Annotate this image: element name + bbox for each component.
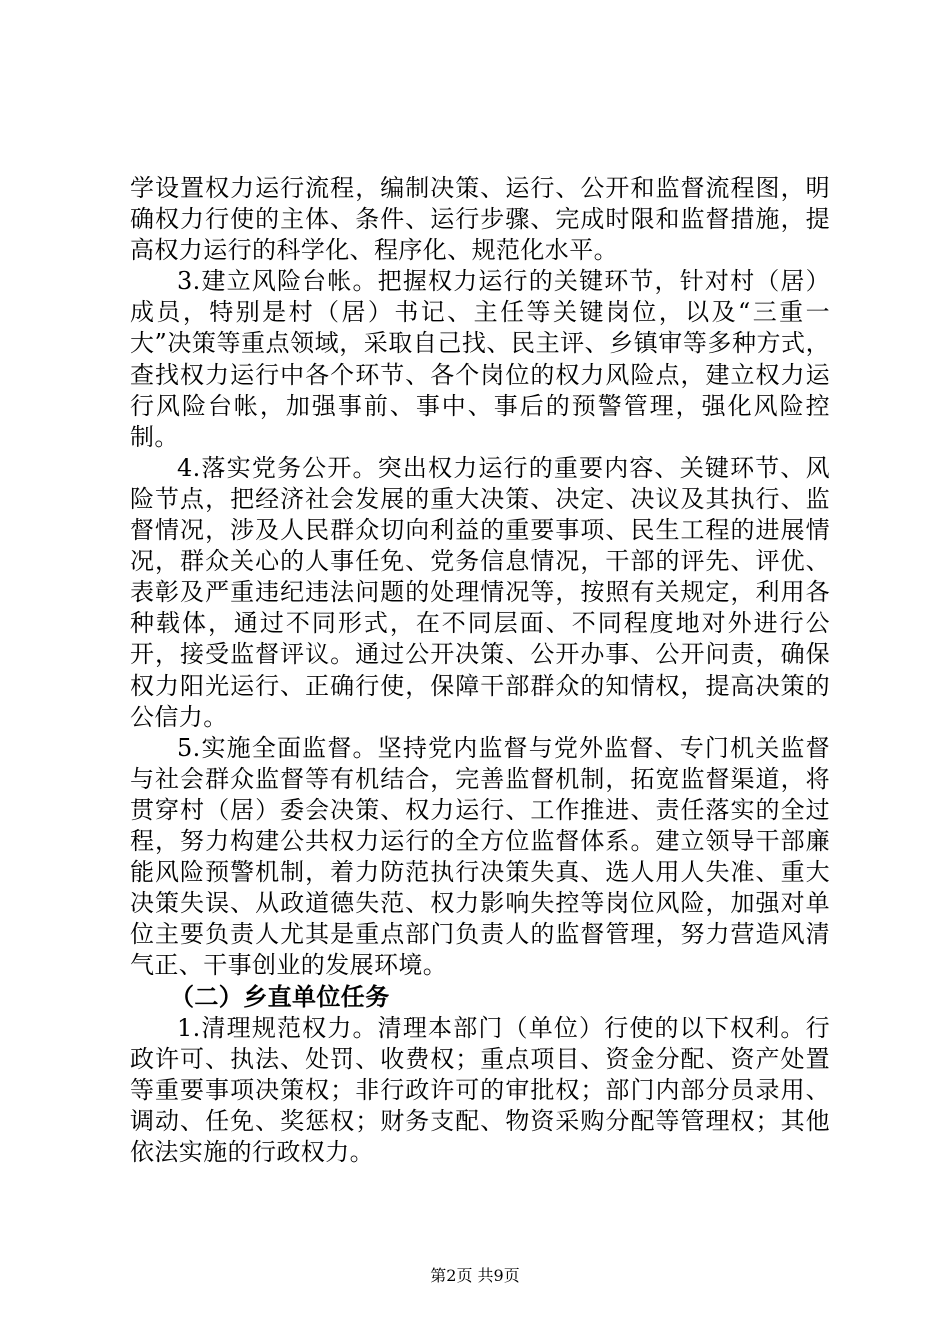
paragraph-item-3: 3.建立风险台帐。把握权力运行的关键环节，针对村（居）成员，特别是村（居）书记、主任等关键岗位，以及“三重一大”决策等重点领域，采取自己找、民主评、乡镇审等多种方式，查找权力运行中各个环节、各个岗位的权力风险点，建立权力运行风险台帐，加强事前、事中、事后的预警管理，强化风险控制。: [130, 267, 830, 451]
paragraph-item-4: 4.落实党务公开。突出权力运行的重要内容、关键环节、风险节点，把经济社会发展的重大决策、决定、决议及其执行、监督情况，涉及人民群众切向利益的重要事项、民生工程的进展情况，群众关心的人事任免、党务信息情况，干部的评先、评优、表彰及严重违纪违法问题的处理情况等，按照有关规定，利用各种载体，通过不同形式，在不同层面、不同程度地对外进行公开，接受监督评议。通过公开决策、公开办事、公开问责，确保权力阳光运行、正确行使，保障干部群众的知情权，提高决策的公信力。: [130, 453, 830, 731]
paragraph-item-1: 1.清理规范权力。清理本部门（单位）行使的以下权利。行政许可、执法、处罚、收费权；重点项目、资金分配、资产处置等重要事项决策权；非行政许可的审批权；部门内部分员录用、调动、任免、奖惩权；财务支配、物资采购分配等管理权；其他依法实施的行政权力。: [130, 1013, 830, 1166]
section-heading: （二）乡直单位任务: [170, 982, 390, 1012]
page-footer: 第2页 共9页: [430, 1266, 520, 1285]
paragraph-continued: 学设置权力运行流程，编制决策、运行、公开和监督流程图，明确权力行使的主体、条件、运行步骤、完成时限和监督措施，提高权力运行的科学化、程序化、规范化水平。: [130, 174, 830, 265]
paragraph-item-5: 5.实施全面监督。坚持党内监督与党外监督、专门机关监督与社会群众监督等有机结合，完善监督机制，拓宽监督渠道，将贯穿村（居）委会决策、权力运行、工作推进、责任落实的全过程，努力构建公共权力运行的全方位监督体系。建立领导干部廉能风险预警机制，着力防范执行决策失真、选人用人失准、重大决策失误、从政道德失范、权力影响失控等岗位风险，加强对单位主要负责人尤其是重点部门负责人的监督管理，努力营造风清气正、干事创业的发展环境。: [130, 733, 830, 980]
document-body: [130, 173, 830, 1168]
